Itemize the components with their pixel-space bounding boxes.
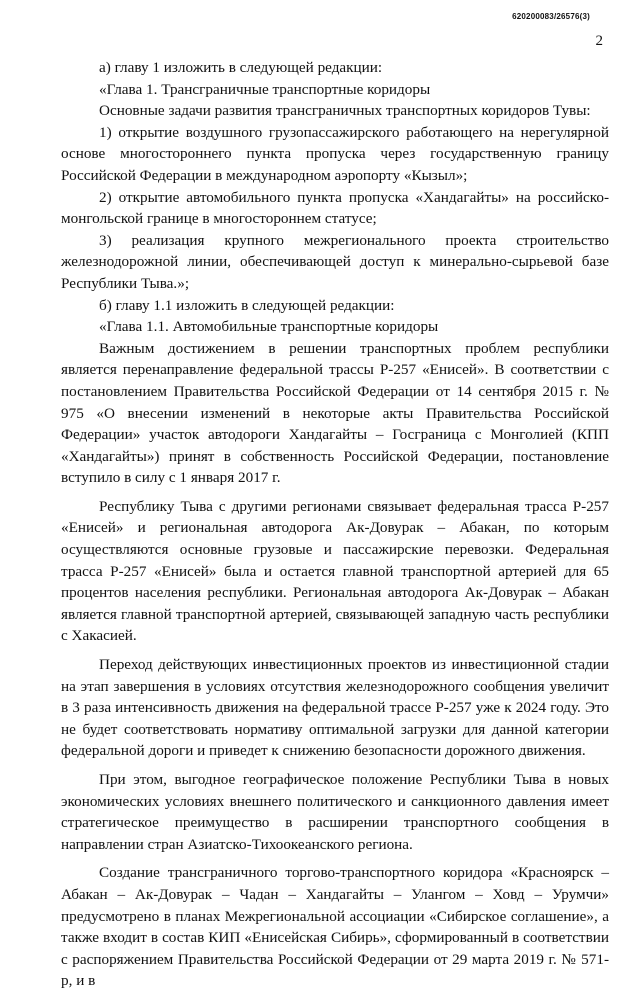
list-item-3: 3) реализация крупного межрегионального проекта строительство железнодорожной линии, обеспечивающей доступ к минерально-сырьевой базе Республики Тыва.»; — [61, 231, 609, 292]
amendment-item-b: б) главу 1.1 изложить в следующей редакции: — [99, 296, 395, 314]
paragraph-traffic-intensity: Переход действующих инвестиционных проектов из инвестиционной стадии на этап завершения в условиях отсутствия железнодорожного сообщения увеличит в 3 раза интенсивность движения на федеральной трассе Р-257 уже к 2024 году. Это не будет соответствовать нормативу оптимальной загрузки для данной категории федеральной дороги и приведет к снижению безопасности дорожного движения. — [61, 656, 609, 760]
paragraph-federal-highway: Важным достижением в решении транспортных проблем республики является перенаправление федеральной трассы Р-257 «Енисей». В соответствии с постановлением Правительства Российской Федерации от 14 сентября 2015 г. № 975 «О внесении изменений в некоторые акты Правительства Российской Федерации» участок автодороги Хандагайты – Госграница с Монголией (КПП «Хандагайты») принят в собственность Российской Федерации, постановление вступило в силу с 1 января 2017 г. — [61, 339, 609, 487]
paragraph-transport-corridor: Создание трансграничного торгово-транспортного коридора «Красноярск – Абакан – Ак-Довурак – Чадан – Хандагайты – Улангом – Ховд – Урумчи» предусмотрено в планах Межрегиональной ассоциации «Сибирское соглашение», а также входит в состав КИП «Енисейская Сибирь», сформированный в соответствии с распоряжением Правительства Российской Федерации от 29 марта 2019 г. № 571-р, и в — [61, 864, 609, 990]
list-item-1: 1) открытие воздушного грузопассажирского работающего на нерегулярной основе многостороннего пункта пропуска через государственную границу Российской Федерации в международном аэропорту «Кызыл»; — [61, 123, 609, 184]
paragraph-main-tasks: Основные задачи развития трансграничных транспортных коридоров Тувы: — [99, 102, 591, 120]
paragraph-geographic-position: При этом, выгодное географическое положение Республики Тыва в новых экономических условиях внешнего политического и санкционного давления имеет стратегическое преимущество в расширении транспортного сообщения в направлении стран Азиатско-Тихоокеанского региона. — [61, 771, 609, 853]
amendment-item-a: а) главу 1 изложить в следующей редакции: — [99, 59, 383, 76]
list-item-2: 2) открытие автомобильного пункта пропуска «Хандагайты» на российско-монгольской границе в многостороннем статусе; — [61, 188, 609, 228]
chapter-1-1-heading: «Глава 1.1. Автомобильные транспортные коридоры — [99, 318, 439, 336]
paragraph-regional-roads: Республику Тыва с другими регионами связывает федеральная трасса Р-257 «Енисей» и региональная автодорога Ак-Довурак – Абакан, по которым осуществляются основные грузовые и пассажирские перевозки. Федеральная трасса Р-257 «Енисей» была и остается главной транспортной артерией для 65 процентов населения республики. Региональная автодорога Ак-Довурак – Абакан является главной транспортной артерией, связывающей западную часть республики с Хакасией. — [61, 497, 609, 645]
chapter-1-heading: «Глава 1. Трансграничные транспортные коридоры — [99, 80, 431, 98]
page-number: 2 — [595, 33, 603, 49]
document-body — [61, 57, 609, 992]
document-number: 620200083/26576(3) — [512, 12, 590, 21]
